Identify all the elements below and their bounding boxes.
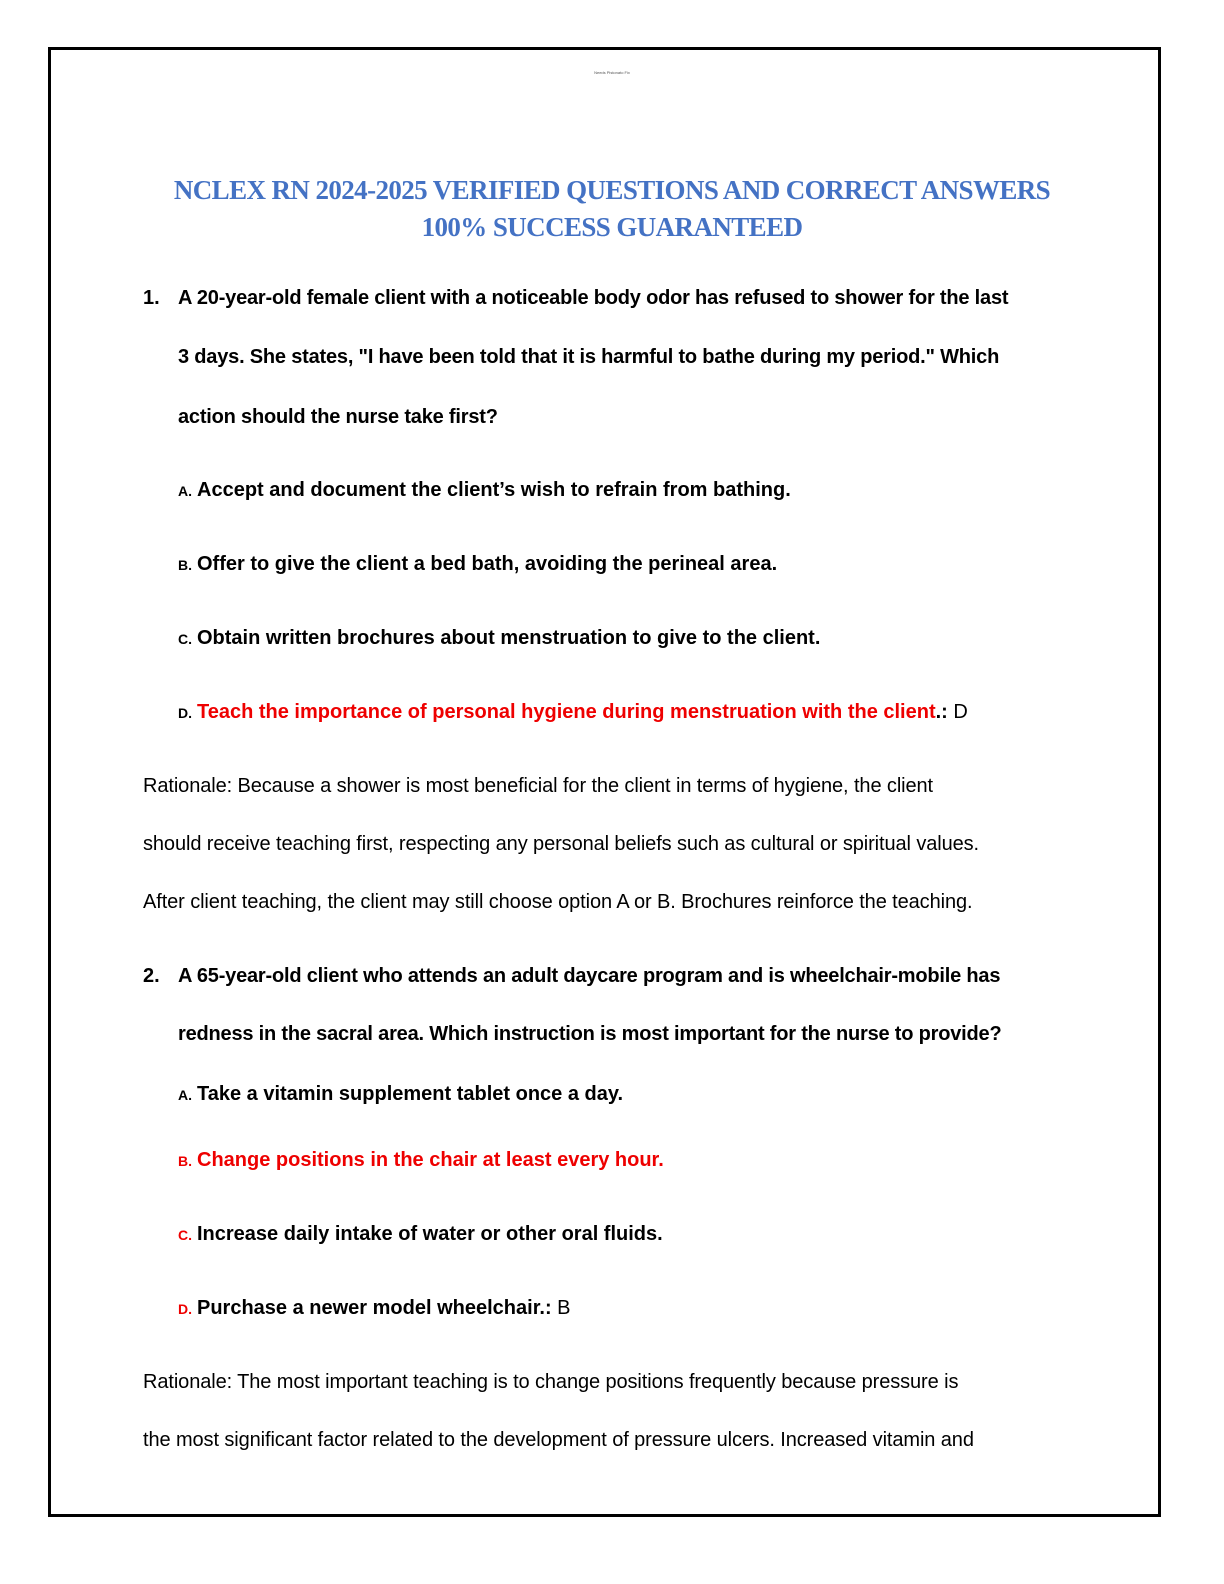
option-letter: A. bbox=[178, 1087, 192, 1103]
answer-separator: : bbox=[544, 1297, 552, 1319]
correct-option-text: Teach the importance of personal hygiene during menstruation with the client bbox=[197, 701, 936, 723]
question-2-option-a bbox=[178, 1083, 623, 1106]
question-1-option-c bbox=[178, 627, 820, 650]
question-2-number: 2. bbox=[143, 965, 160, 987]
option-letter: B. bbox=[178, 557, 192, 573]
page-title bbox=[0, 172, 1224, 246]
question-2-rationale-line-1: Rationale: The most important teaching is to change positions frequently because pressure is bbox=[143, 1371, 959, 1393]
question-2-rationale-line-2: the most significant factor related to the development of pressure ulcers. Increased vitamin and bbox=[143, 1429, 974, 1451]
option-letter: C. bbox=[178, 631, 192, 647]
question-2-line-2: redness in the sacral area. Which instruction is most important for the nurse to provide? bbox=[178, 1023, 1002, 1045]
option-letter: D. bbox=[178, 705, 192, 721]
title-line-1: NCLEX RN 2024-2025 VERIFIED QUESTIONS AND CORRECT ANSWERS bbox=[173, 175, 1051, 205]
header-note: Needs Pistonato Fix bbox=[594, 70, 630, 75]
option-text: Accept and document the client’s wish to refrain from bathing. bbox=[197, 479, 791, 501]
option-text: Purchase a newer model wheelchair. bbox=[197, 1297, 545, 1319]
question-2-option-b bbox=[178, 1149, 664, 1172]
question-2-line-1: A 65-year-old client who attends an adult daycare program and is wheelchair-mobile has bbox=[178, 965, 1001, 987]
answer-key: B bbox=[551, 1297, 571, 1319]
question-1-option-d bbox=[178, 701, 968, 724]
option-letter: D. bbox=[178, 1301, 192, 1317]
question-1-rationale-line-1: Rationale: Because a shower is most beneficial for the client in terms of hygiene, the client bbox=[143, 775, 934, 797]
option-text: Obtain written brochures about menstruation to give to the client. bbox=[197, 627, 821, 649]
question-2-option-c bbox=[178, 1223, 663, 1246]
option-text: Offer to give the client a bed bath, avoiding the perineal area. bbox=[197, 553, 778, 575]
option-text: Increase daily intake of water or other oral fluids. bbox=[197, 1223, 663, 1245]
option-letter: C. bbox=[178, 1227, 192, 1243]
option-letter: A. bbox=[178, 483, 192, 499]
question-1-rationale-line-2: should receive teaching first, respecting any personal beliefs such as cultural or spiritual values. bbox=[143, 833, 979, 855]
question-1-line-2: 3 days. She states, "I have been told that it is harmful to bathe during my period." Which bbox=[178, 346, 1000, 368]
question-1-option-b bbox=[178, 553, 777, 576]
question-2-option-d bbox=[178, 1297, 571, 1320]
title-line-2: 100% SUCCESS GUARANTEED bbox=[421, 212, 803, 242]
question-1-rationale-line-3: After client teaching, the client may still choose option A or B. Brochures reinforce the teaching. bbox=[143, 891, 973, 913]
option-letter: B. bbox=[178, 1153, 192, 1169]
question-1-option-a bbox=[178, 479, 791, 502]
answer-key: D bbox=[947, 701, 968, 723]
correct-option-text: Change positions in the chair at least every hour. bbox=[197, 1149, 664, 1171]
answer-separator: .: bbox=[935, 701, 948, 723]
question-1-number: 1. bbox=[143, 287, 160, 309]
option-text: Take a vitamin supplement tablet once a day. bbox=[197, 1083, 624, 1105]
question-1-line-1: A 20-year-old female client with a noticeable body odor has refused to shower for the last bbox=[178, 287, 1009, 309]
question-1-line-3: action should the nurse take first? bbox=[178, 406, 498, 428]
